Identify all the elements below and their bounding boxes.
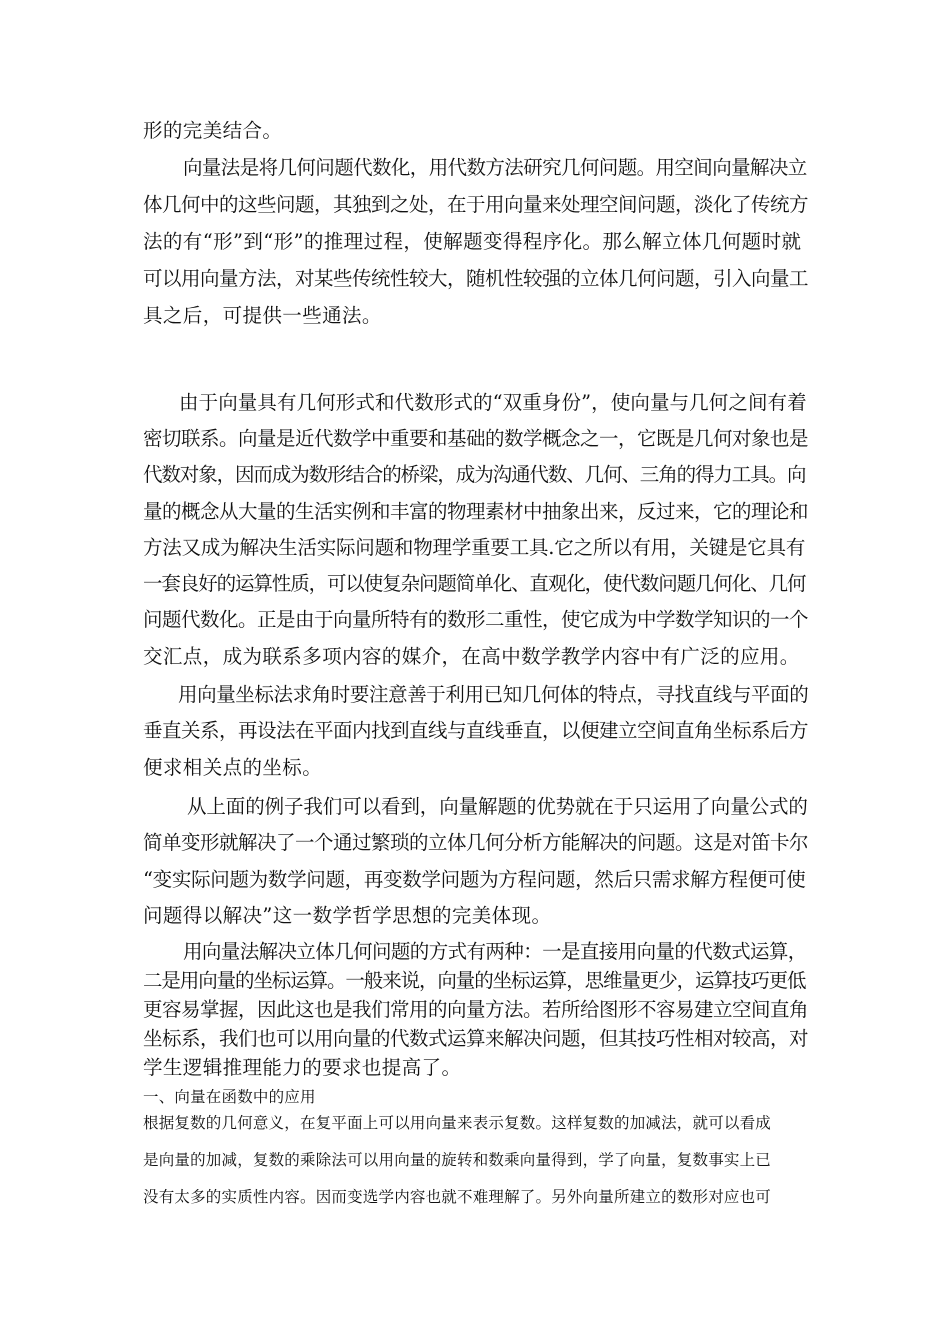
text-line: 交汇点，成为联系多项内容的媒介，在高中数学教学内容中有广泛的应用。 xyxy=(143,645,800,668)
text-line: 体几何中的这些问题，其独到之处，在于用向量来处理空间问题，淡化了传统方 xyxy=(143,193,809,216)
text-line: 是向量的加减，复数的乘除法可以用向量的旋转和数乘向量得到，学了向量，复数事实上已 xyxy=(143,1151,772,1169)
text-line: 一套良好的运算性质，可以使复杂问题简单化、直观化，使代数问题几何化、几何 xyxy=(143,572,806,595)
text-line: 可以用向量方法，对某些传统性较大，随机性较强的立体几何问题，引入向量工 xyxy=(143,267,809,290)
text-line: 用向量法解决立体几何问题的方式有两种：一是直接用向量的代数式运算， xyxy=(183,940,807,963)
text-line: 问题得以解决”这一数学哲学思想的完美体现。 xyxy=(143,904,552,927)
section-heading: 一、向量在函数中的应用 xyxy=(143,1088,316,1106)
text-line: “变实际问题为数学问题，再变数学问题为方程问题，然后只需求解方程便可使 xyxy=(143,868,806,891)
text-line: 简单变形就解决了一个通过繁琐的立体几何分析方能解决的问题。这是对笛卡尔 xyxy=(143,831,809,854)
text-line: 代数对象，因而成为数形结合的桥梁，成为沟通代数、几何、三角的得力工具。向 xyxy=(143,463,806,486)
text-line: 根据复数的几何意义，在复平面上可以用向量来表示复数。这样复数的加减法，就可以看成 xyxy=(143,1114,772,1132)
text-line: 方法又成为解决生活实际问题和物理学重要工具.它之所以有用，关键是它具有 xyxy=(143,536,806,559)
text-line: 学生逻辑推理能力的要求也提高了。 xyxy=(143,1056,462,1079)
text-line: 二是用向量的坐标运算。一般来说，向量的坐标运算，思维量更少，运算技巧更低 xyxy=(143,969,806,992)
text-line: 形的完美结合。 xyxy=(143,119,283,142)
text-line: 坐标系，我们也可以用向量的代数式运算来解决问题，但其技巧性相对较高，对 xyxy=(143,1027,809,1050)
text-line: 问题代数化。正是由于向量所特有的数形二重性，使它成为中学数学知识的一个 xyxy=(143,608,809,631)
text-line: 从上面的例子我们可以看到，向量解题的优势就在于只运用了向量公式的 xyxy=(187,795,808,818)
text-line: 量的概念从大量的生活实例和丰富的物理素材中抽象出来，反过来，它的理论和 xyxy=(143,500,809,523)
text-line: 更容易掌握，因此这也是我们常用的向量方法。若所给图形不容易建立空间直角 xyxy=(143,998,809,1021)
text-line: 具之后，可提供一些通法。 xyxy=(143,304,382,327)
text-line: 用向量坐标法求角时要注意善于利用已知几何体的特点，寻找直线与平面的 xyxy=(178,683,809,706)
text-line: 由于向量具有几何形式和代数形式的“双重身份”，使向量与几何之间有着 xyxy=(179,391,807,414)
text-line: 法的有“形”到“形”的推理过程，使解题变得程序化。那么解立体几何题时就 xyxy=(143,230,802,253)
text-line: 密切联系。向量是近代数学中重要和基础的数学概念之一，它既是几何对象也是 xyxy=(143,427,809,450)
text-line: 向量法是将几何问题代数化，用代数方法研究几何问题。用空间向量解决立 xyxy=(183,156,807,179)
text-line: 垂直关系，再设法在平面内找到直线与直线垂直，以便建立空间直角坐标系后方 xyxy=(143,719,809,742)
text-line: 没有太多的实质性内容。因而变选学内容也就不难理解了。另外向量所建立的数形对应也可 xyxy=(143,1188,772,1206)
text-line: 便求相关点的坐标。 xyxy=(143,756,323,779)
